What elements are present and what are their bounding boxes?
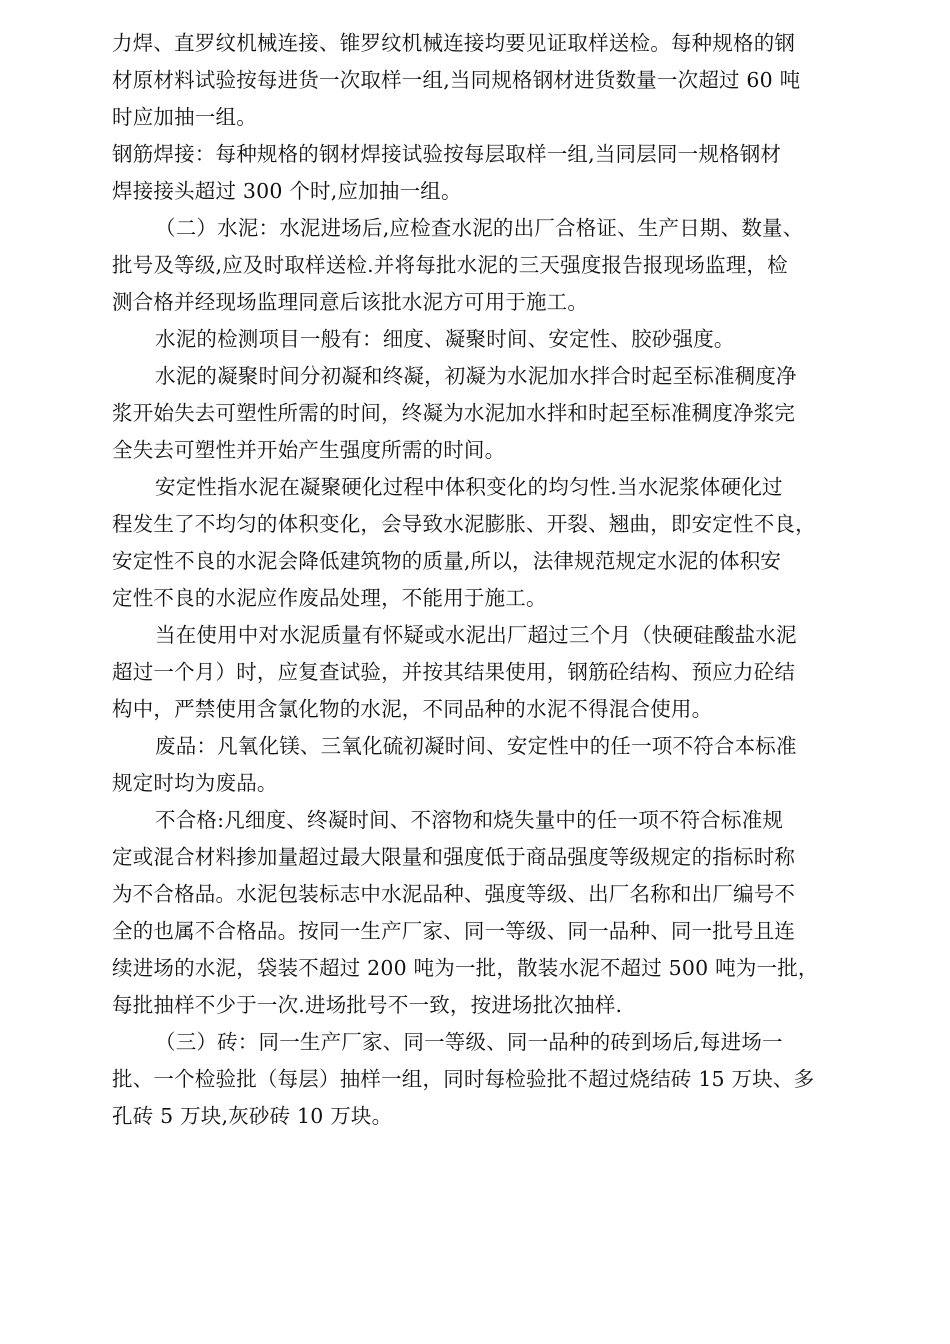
text-line: 焊接接头超过 300 个时,应加抽一组。	[112, 179, 462, 203]
text-line: 安定性指水泥在凝聚硬化过程中体积变化的均匀性.当水泥浆体硬化过	[155, 475, 783, 499]
text-line: 材原材料试验按每进货一次取样一组,当同规格钢材进货数量一次超过 60 吨	[112, 68, 801, 92]
text-line: 全的也属不合格品。按同一生产厂家、同一等级、同一品种、同一批号且连	[112, 919, 796, 943]
text-line: 力焊、直罗纹机械连接、锥罗纹机械连接均要见证取样送检。每种规格的钢	[112, 31, 796, 55]
text-line: 水泥的凝聚时间分初凝和终凝，初凝为水泥加水拌合时起至标准稠度净	[155, 364, 797, 388]
text-line: 规定时均为废品。	[112, 771, 278, 795]
text-line: 定或混合材料掺加量超过最大限量和强度低于商品强度等级规定的指标时称	[112, 845, 796, 869]
text-line: 安定性不良的水泥会降低建筑物的质量,所以，法律规范规定水泥的体积安	[112, 549, 782, 573]
text-line: 定性不良的水泥应作废品处理，不能用于施工。	[112, 586, 547, 610]
text-line: 批、一个检验批（每层）抽样一组，同时每检验批不超过烧结砖 15 万块、多	[112, 1067, 815, 1091]
text-line: 水泥的检测项目一般有：细度、凝聚时间、安定性、胶砂强度。	[155, 327, 735, 351]
text-line: （三）砖：同一生产厂家、同一等级、同一品种的砖到场后,每进场一	[155, 1030, 783, 1054]
text-line: 每批抽样不少于一次.进场批号不一致，按进场批次抽样.	[112, 993, 623, 1017]
text-line: 孔砖 5 万块,灰砂砖 10 万块。	[112, 1104, 393, 1128]
text-line: 构中，严禁使用含氯化物的水泥，不同品种的水泥不得混合使用。	[112, 697, 713, 721]
text-line: 全失去可塑性并开始产生强度所需的时间。	[112, 438, 506, 462]
text-line: 超过一个月）时，应复查试验，并按其结果使用，钢筋砼结构、预应力砼结	[112, 660, 796, 684]
text-line: 不合格:凡细度、终凝时间、不溶物和烧失量中的任一项不符合标准规	[155, 808, 784, 832]
text-line: 程发生了不均匀的体积变化，会导致水泥膨胀、开裂、翘曲，即安定性不良，	[112, 512, 816, 536]
text-line: 测合格并经现场监理同意后该批水泥方可用于施工。	[112, 290, 589, 314]
text-line: 批号及等级,应及时取样送检.并将每批水泥的三天强度报告报现场监理，检	[112, 253, 788, 277]
text-line: 当在使用中对水泥质量有怀疑或水泥出厂超过三个月（快硬硅酸盐水泥	[155, 623, 797, 647]
text-line: （二）水泥：水泥进场后,应检查水泥的出厂合格证、生产日期、数量、	[155, 216, 804, 240]
text-line: 时应加抽一组。	[112, 105, 257, 129]
text-line: 浆开始失去可塑性所需的时间，终凝为水泥加水拌和时起至标准稠度净浆完	[112, 401, 796, 425]
text-line: 钢筋焊接：每种规格的钢材焊接试验按每层取样一组,当同层同一规格钢材	[112, 142, 782, 166]
text-line: 续进场的水泥，袋装不超过 200 吨为一批，散装水泥不超过 500 吨为一批，	[112, 956, 819, 980]
text-line: 废品：凡氧化镁、三氧化硫初凝时间、安定性中的任一项不符合本标准	[155, 734, 797, 758]
text-line: 为不合格品。水泥包装标志中水泥品种、强度等级、出厂名称和出厂编号不	[112, 882, 796, 906]
